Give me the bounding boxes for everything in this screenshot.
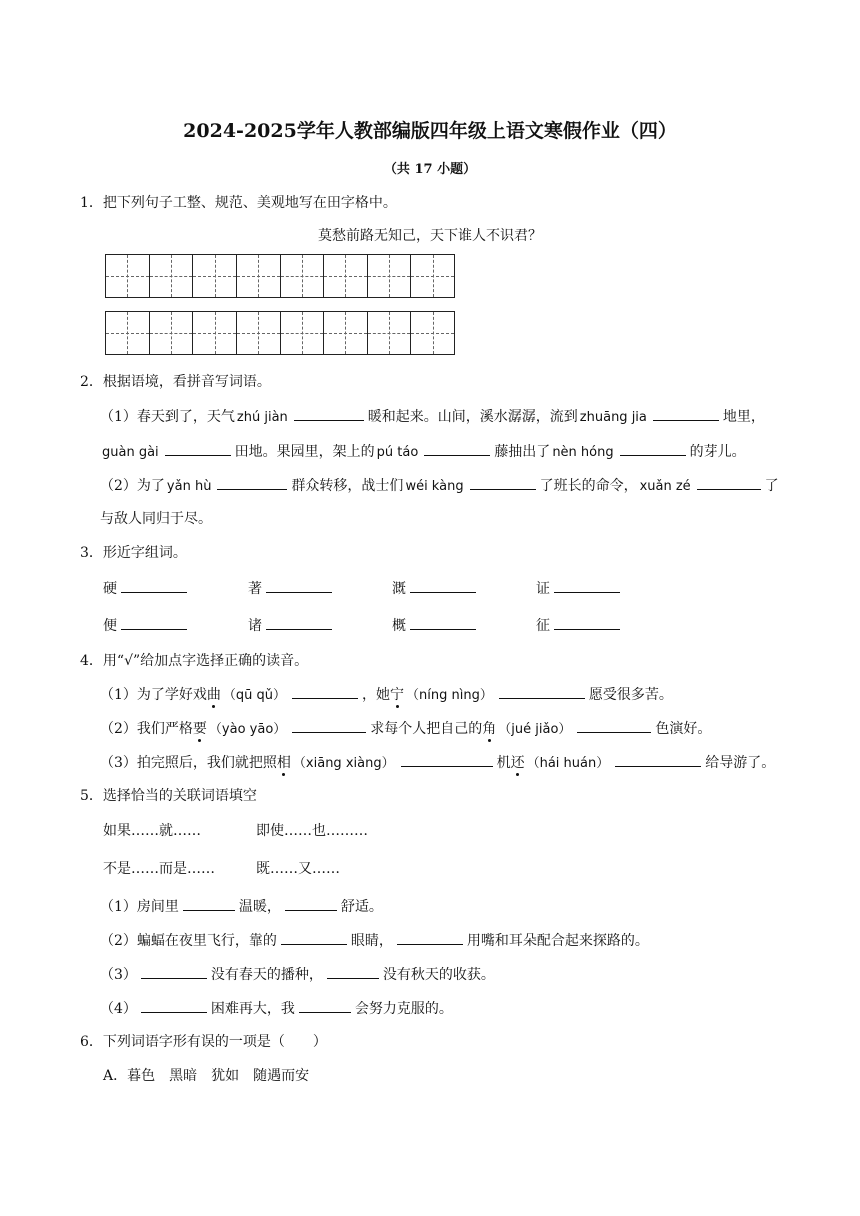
answer-blank[interactable] (121, 577, 187, 593)
answer-blank[interactable] (410, 577, 476, 593)
answer-blank[interactable] (327, 963, 379, 979)
question-5-line-4: （4） 困难再大，我 会努力克服的。 (100, 997, 453, 1018)
question-5-line-2: （2）蝙蝠在夜里飞行，靠的 眼睛， 用嘴和耳朵配合起来探路的。 (100, 929, 649, 950)
tianzige-row-1[interactable] (105, 254, 455, 298)
answer-blank[interactable] (217, 474, 287, 490)
answer-blank[interactable] (281, 929, 347, 945)
question-3-item: 征 (536, 614, 624, 635)
answer-blank[interactable] (577, 717, 651, 733)
question-3-row-1: 硬 (103, 577, 191, 598)
answer-blank[interactable] (499, 683, 585, 699)
answer-blank[interactable] (554, 577, 620, 593)
question-3-prompt: 3．形近字组词。 (80, 545, 187, 561)
answer-blank[interactable] (292, 683, 358, 699)
question-4-prompt: 4．用“√”给加点字选择正确的读音。 (80, 653, 309, 669)
question-3-item: 诸 (248, 614, 336, 635)
question-3-item: 概 (392, 614, 480, 635)
option-2: 即使……也……… (256, 823, 368, 839)
option-3: 不是……而是…… (103, 861, 215, 877)
question-5-prompt: 5．选择恰当的关联词语填空 (80, 788, 257, 804)
question-2-line-4: 与敌人同归于尽。 (100, 511, 212, 527)
answer-blank[interactable] (470, 474, 536, 490)
question-2-line-2: guàn gài 田地。果园里，架上的 pú táo 藤抽出了 nèn hóng 的芽儿。 (100, 440, 746, 461)
page-title: 2024-2025学年人教部编版四年级上语文寒假作业（四） (183, 120, 677, 142)
question-1-prompt: 1．把下列句子工整、规范、美观地写在田字格中。 (80, 195, 397, 211)
question-6-prompt: 6．下列词语字形有误的一项是（ ） (80, 1034, 327, 1050)
answer-blank[interactable] (299, 997, 351, 1013)
question-4-line-2: （2）我们严格要 （yào yāo） 求每个人把自己的角 （jué jiǎo） 色演好。 (100, 717, 711, 738)
answer-blank[interactable] (410, 614, 476, 630)
answer-blank[interactable] (121, 614, 187, 630)
answer-blank[interactable] (294, 405, 364, 421)
question-1-sentence: 莫愁前路无知己，天下谁人不识君？ (318, 228, 542, 244)
answer-blank[interactable] (141, 997, 207, 1013)
question-2-line-1: （1）春天到了，天气 zhú jiàn 暖和起来。山间，溪水潺潺，流到 zhuāng jia 地里， (100, 405, 765, 426)
question-4-line-1: （1）为了学好戏曲 （qū qǔ） ，她宁 （níng nìng） 愿受很多苦。 (100, 683, 673, 704)
answer-blank[interactable] (653, 405, 719, 421)
answer-blank[interactable] (141, 963, 207, 979)
page-subtitle: （共 17 小题） (383, 162, 477, 177)
question-2-prompt: 2．根据语境，看拼音写词语。 (80, 374, 271, 390)
answer-blank[interactable] (285, 895, 337, 911)
answer-blank[interactable] (554, 614, 620, 630)
answer-blank[interactable] (697, 474, 761, 490)
question-4-line-3: （3）拍完照后，我们就把照相 （xiāng xiàng） 机还 （hái huán） 给导游了。 (100, 751, 775, 772)
answer-blank[interactable] (165, 440, 231, 456)
answer-blank[interactable] (401, 751, 493, 767)
answer-blank[interactable] (397, 929, 463, 945)
option-1: 如果……就…… (103, 823, 201, 839)
question-3-item: 便 (103, 614, 191, 635)
tianzige-row-2[interactable] (105, 311, 455, 355)
answer-blank[interactable] (292, 717, 366, 733)
question-3-item: 溉 (392, 577, 480, 598)
question-6-option-a[interactable]: A．暮色 黑暗 犹如 随遇而安 (103, 1068, 310, 1084)
question-3-item: 证 (536, 577, 624, 598)
answer-blank[interactable] (266, 577, 332, 593)
question-5-line-1: （1）房间里 温暖， 舒适。 (100, 895, 383, 916)
option-4: 既……又…… (256, 861, 340, 877)
answer-blank[interactable] (620, 440, 686, 456)
question-2-line-3: （2）为了 yǎn hù 群众转移，战士们 wéi kàng 了班长的命令， xuǎn zé 了 (100, 474, 779, 495)
answer-blank[interactable] (424, 440, 490, 456)
question-3-item: 著 (248, 577, 336, 598)
answer-blank[interactable] (615, 751, 701, 767)
answer-blank[interactable] (183, 895, 235, 911)
answer-blank[interactable] (266, 614, 332, 630)
question-5-line-3: （3） 没有春天的播种， 没有秋天的收获。 (100, 963, 495, 984)
